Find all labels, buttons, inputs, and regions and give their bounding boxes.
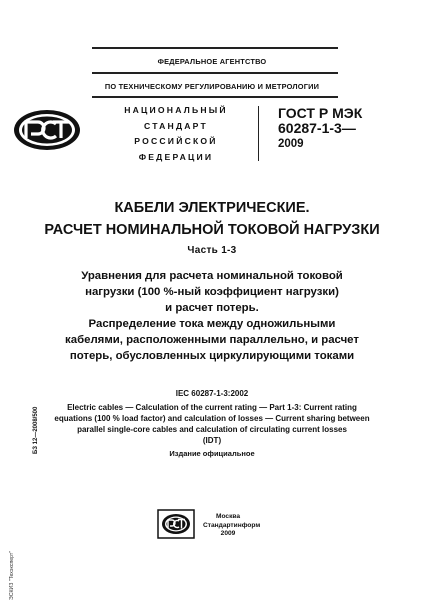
title-line-2: РАСЧЕТ НОМИНАЛЬНОЙ ТОКОВОЙ НАГРУЗКИ [44,222,380,238]
national-standard-line: РОССИЙСКОЙ [134,136,218,146]
standard-code-line-2: 60287-1-3— [278,120,356,136]
publisher-name: Стандартинформ [203,521,261,529]
english-title [30,402,394,446]
standard-code [278,106,362,152]
publisher-block [203,513,261,539]
header-middle-rule [92,72,338,74]
header-top-rule [92,47,338,49]
english-title-line: parallel single-core cables and calculation of circulating current losses [77,425,347,434]
document-subtitle [20,268,404,364]
subtitle-line: кабелями, расположенными параллельно, и расчет [65,334,359,346]
subtitle-line: и расчет потерь. [165,302,259,314]
standard-year: 2009 [278,138,304,150]
document-title [0,197,424,241]
english-title-line: equations (100 % load factor) and calculation of losses — Current sharing between [54,414,370,423]
standartinform-logo [157,509,195,539]
agency-line-2: ПО ТЕХНИЧЕСКОМУ РЕГУЛИРОВАНИЮ И МЕТРОЛОГИИ [104,82,320,91]
iec-reference: IEC 60287-1-3:2002 [175,389,249,398]
english-title-line: Electric cables — Calculation of the current rating — Part 1-3: Current rating [67,403,357,412]
vertical-divider [258,106,259,161]
header-bottom-rule [92,96,338,98]
subtitle-line: Распределение тока между одножильными [88,318,336,330]
publisher-year: 2009 [220,530,236,537]
title-line-1: КАБЕЛИ ЭЛЕКТРИЧЕСКИЕ. [114,200,310,216]
subtitle-line: потерь, обусловленных циркулирующими токами [69,350,355,362]
agency-line-1: ФЕДЕРАЛЬНОЕ АГЕНТСТВО [157,57,267,66]
national-standard-line: НАЦИОНАЛЬНЫЙ [124,105,228,115]
margin-code: БЗ 12—2008/500 [33,406,39,454]
publisher-city: Москва [215,513,241,520]
part-number: Часть 1-3 [187,245,237,256]
standard-code-line-1: ГОСТ Р МЭК [278,105,363,121]
english-title-line: (IDT) [202,436,222,445]
edition-label: Издание официальное [169,449,255,458]
subtitle-line: нагрузки (100 %-ный коэффициент нагрузки) [85,286,339,298]
national-standard-line: СТАНДАРТ [144,120,208,131]
margin-watermark: ЭСКИЗ "Техэксперт" [9,550,15,600]
national-standard-block [101,103,251,165]
gost-r-logo [12,108,82,152]
national-standard-line: ФЕДЕРАЦИИ [138,151,214,162]
subtitle-line: Уравнения для расчета номинальной токовой [81,270,343,282]
